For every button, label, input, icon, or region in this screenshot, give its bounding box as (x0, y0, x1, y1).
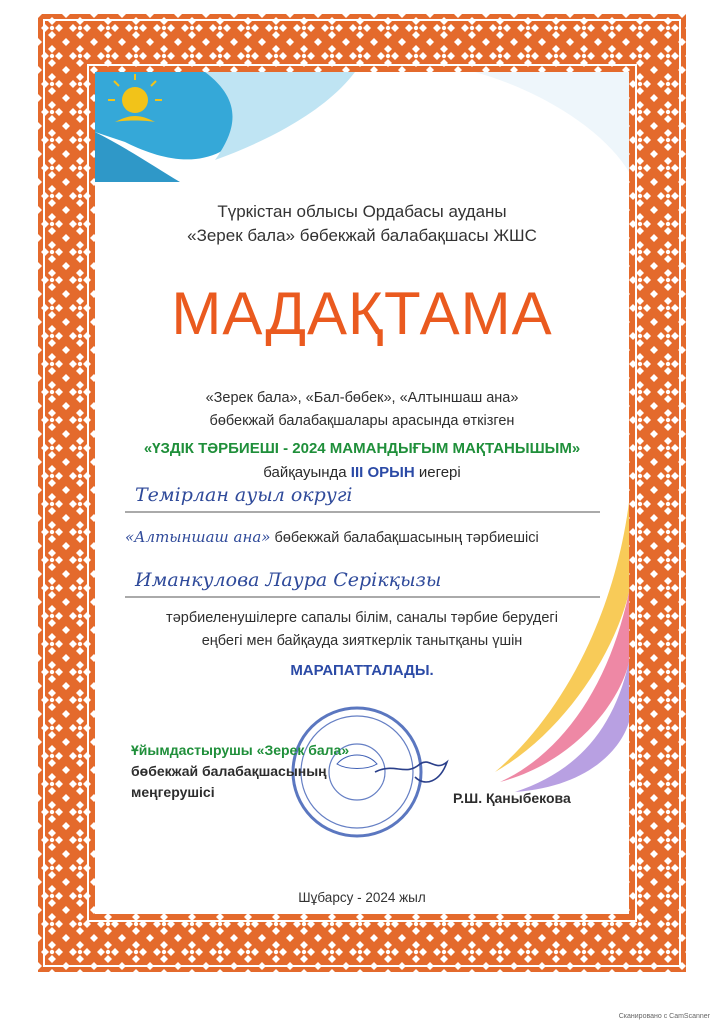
place-line (95, 464, 629, 481)
garden-suffix: бөбекжай балабақшасының тәрбиешісі (274, 530, 539, 546)
handwritten-garden: «Алтыншаш ана» (125, 528, 271, 546)
organization-header (95, 200, 629, 248)
organizer-prefix: Ұйымдастырушы (131, 742, 253, 758)
place-date-footer: Шұбарсу - 2024 жыл (298, 890, 426, 905)
award-word: МАРАПАТТАЛАДЫ. (290, 662, 434, 679)
merit-line-2: еңбегі мен байқауда зияткерлік танытқаны үшін (201, 633, 523, 649)
place-suffix: иегері (418, 464, 461, 481)
merit-line-1: тәрбиеленушілерге сапалы білім, саналы тәрбие берудегі (166, 610, 558, 626)
kindergartens-list: «Зерек бала», «Бал-бөбек», «Алтыншаш ана» (205, 390, 519, 406)
event-description (95, 387, 629, 433)
scanner-watermark: Сканировано с CamScanner (618, 1013, 710, 1020)
organizer-line-1 (131, 740, 349, 761)
organizer-line-3: меңгерушісі (131, 784, 215, 800)
organizer-line-2: бөбекжай балабақшасының (131, 763, 327, 779)
contest-name: «ҮЗДІК ТӘРБИЕШІ - 2024 МАМАНДЫҒЫМ МАҚТАНЫШЫМ» (143, 440, 581, 457)
organizer-name: «Зерек бала» (256, 742, 350, 758)
event-line: бөбекжай балабақшалары арасында өткізген (209, 413, 515, 429)
handwritten-recipient-name: Иманкулова Лаура Серікқызы (135, 569, 442, 591)
handwritten-district: Темірлан ауыл округі (135, 484, 353, 506)
certificate-content (95, 72, 629, 914)
garden-line (125, 528, 605, 546)
region-line: Түркістан облысы Ордабасы ауданы (217, 202, 507, 221)
organizer-block (131, 740, 349, 803)
kindergarten-line: «Зерек бала» бөбекжай балабақшасы ЖШС (187, 226, 537, 245)
certificate-title: МАДАҚТАМА (171, 280, 553, 347)
signature-scribble (375, 762, 447, 782)
signatory-name: Р.Ш. Қаныбекова (453, 790, 571, 806)
sun-icon (122, 87, 148, 113)
place-value: III ОРЫН (350, 464, 415, 481)
merit-text (95, 607, 629, 653)
place-prefix: байқауында (263, 464, 347, 481)
